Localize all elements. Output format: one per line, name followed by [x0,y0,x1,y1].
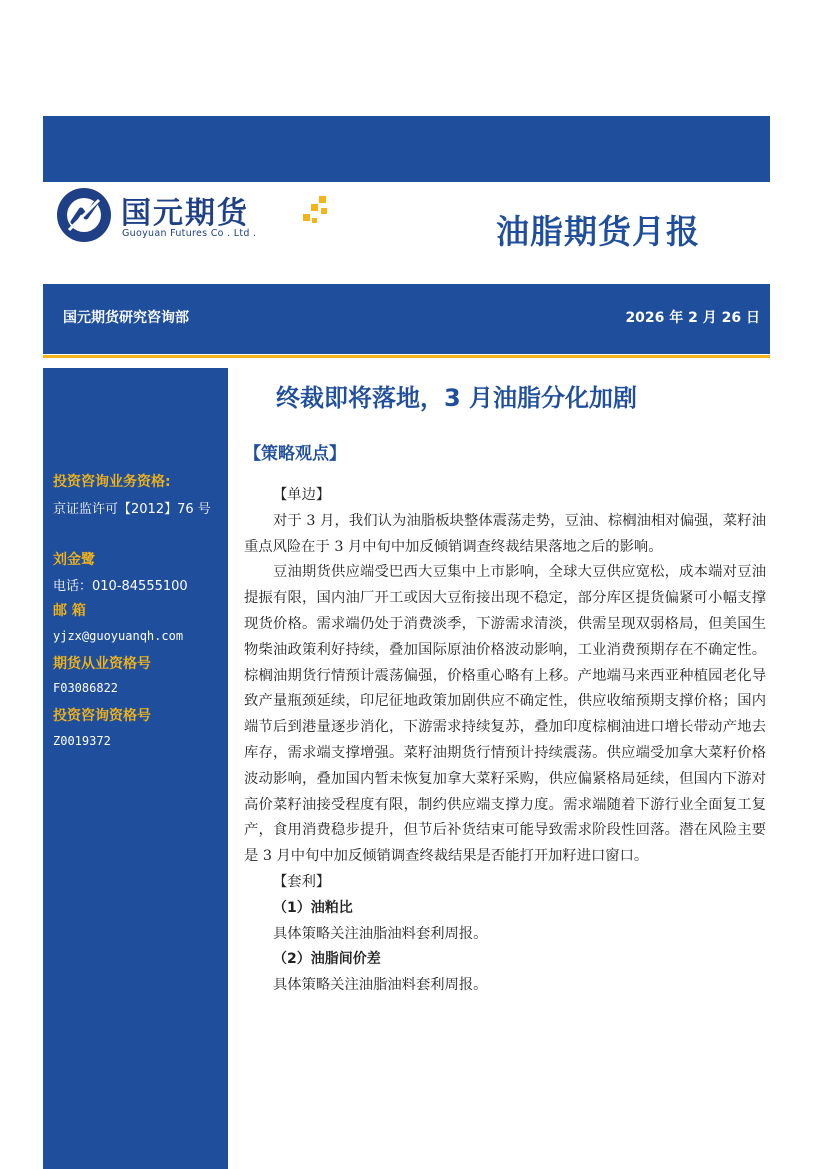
info-bar [43,284,770,354]
arbitrage-label: 【套利】 [273,873,331,890]
analyst-phone: 电话：010-84555100 [53,579,188,594]
single-side-label: 【单边】 [273,487,331,503]
qualification-value: 京证监许可【2012】76 号 [53,502,211,517]
company-name-cn: 国元期货 [121,196,249,231]
header-top-band [43,116,770,182]
divider-line [43,355,770,358]
email-label: 邮 箱 [53,603,86,619]
article-body [244,483,766,999]
section-heading: 【策略观点】 [244,444,346,464]
subsection-1-title: （1）油粕比 [273,899,353,916]
analyst-email[interactable]: yjzx@guoyuanqh.com [53,629,184,643]
article-headline: 终裁即将落地，3 月油脂分化加剧 [276,384,638,412]
report-date: 2026 年 2 月 26 日 [625,310,760,326]
practice-label: 期货从业资格号 [53,656,151,672]
company-name-en: Guoyuan Futures Co . Ltd . [122,228,257,239]
qualification-label: 投资咨询业务资格: [53,474,171,490]
analyst-name: 刘金鹭 [53,552,95,568]
guoyuan-logo-icon [55,186,113,244]
company-logo [55,186,335,246]
analyst-sidebar [43,368,228,1169]
report-title: 油脂期货月报 [496,212,700,251]
subsection-2-title: （2）油脂间价差 [273,951,381,968]
consult-label: 投资咨询资格号 [53,708,151,724]
consult-number: Z0019372 [53,734,111,748]
practice-number: F03086822 [53,681,119,695]
subsection-1-text: 具体策略关注油脂油料套利周报。 [273,925,488,942]
decorative-squares-icon [297,194,333,232]
paragraph-2: 豆油期货供应端受巴西大豆集中上市影响，全球大豆供应宽松，成本端对豆油提振有限，国内油厂开工或因大豆衔接出现不稳定，部分库区提货偏紧可小幅支撑现货价格。需求端仍处于消费淡季，下游需求清淡，供需呈现双弱格局，但美国生物柴油政策利好持续，叠加国际原油价格波动影响，工业消费预期存在不确定性。棕榈油期货行情预计震荡偏强，价格重心略有上移。产地端马来西亚种植园老化导致产量瓶颈延续，印尼征地政策加剧供应不确定性，供应收缩预期支撑价格；国内端节后到港量逐步消化，下游需求持续复苏，叠加印度棕榈油进口增长带动产地去库存，需求端支撑增强。菜籽油期货行情预计持续震荡。供应端受加拿大菜籽价格波动影响，叠加国内暂未恢复加拿大菜籽采购，供应偏紧格局延续，但国内下游对高价菜籽油接受程度有限，制约供应端支撑力度。需求端随着下游行业全面复工复产，食用消费稳步提升，但节后补货结束可能导致需求阶段性回落。潜在风险主要是 3 月中旬中加反倾销调查终裁结果是否能打开加籽进口窗口。 [244,564,766,865]
subsection-2-text: 具体策略关注油脂油料套利周报。 [273,977,488,994]
department-name: 国元期货研究咨询部 [63,310,189,326]
paragraph-1: 对于 3 月，我们认为油脂板块整体震荡走势，豆油、棕榈油相对偏强，菜籽油重点风险在于 3 月中旬中加反倾销调查终裁结果落地之后的影响。 [244,512,766,555]
